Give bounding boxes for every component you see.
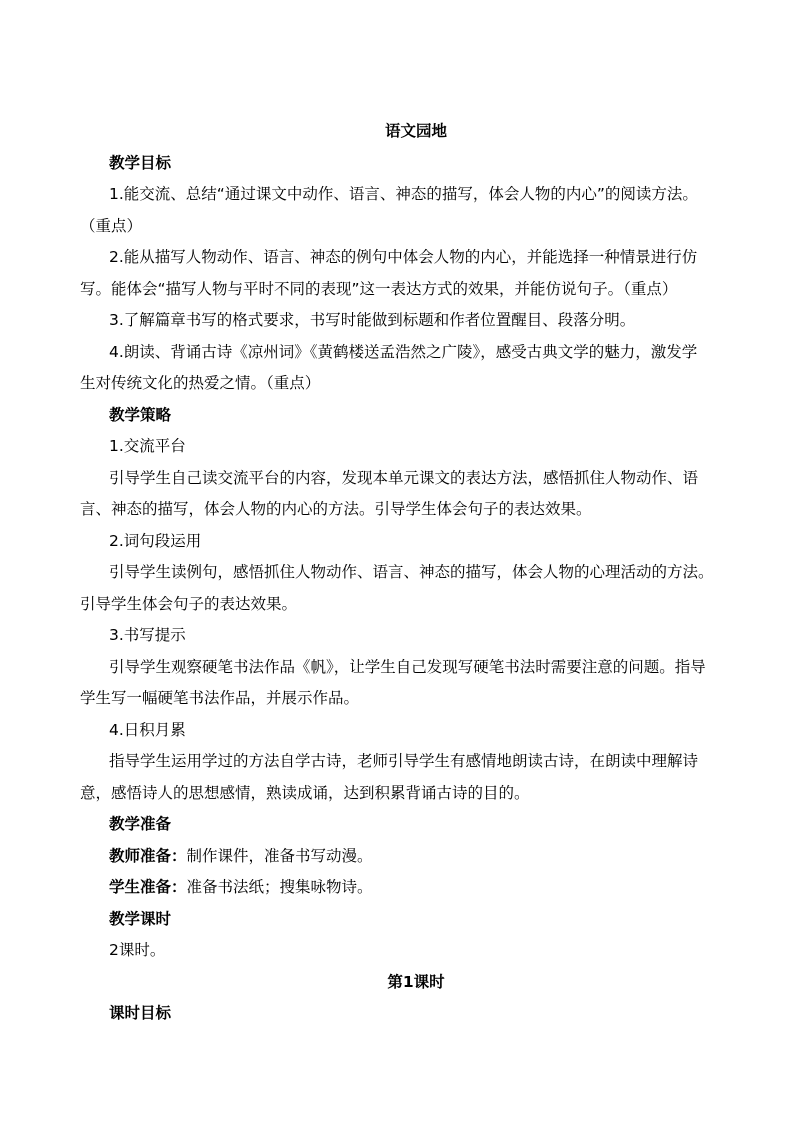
goal-item-3-line-1: 3.了解篇章书写的格式要求，书写时能做到标题和作者位置醒目、段落分明。 [109, 311, 636, 329]
goal-item-1-line-2: （重点） [80, 216, 143, 235]
document-title: 语文园地 [384, 122, 447, 140]
student-preparation-label: 学生准备： [109, 878, 187, 896]
strategy-item-1-title: 1.交流平台 [109, 437, 186, 455]
goal-item-4-line-2: 生对传统文化的热爱之情。（重点） [80, 374, 321, 392]
teacher-preparation-label: 教师准备： [109, 846, 187, 865]
strategy-item-1-line-2: 言、神态的描写，体会人物的内心的方法。引导学生体会句子的表达效果。 [80, 500, 592, 518]
section-heading-goals: 教学目标 [109, 153, 172, 172]
goal-item-2-line-2: 写。能体会“描写人物与平时不同的表现”这一表达方式的效果，并能仿说句子。（重点） [80, 279, 678, 298]
strategy-item-2-title: 2.词句段运用 [109, 531, 202, 550]
teacher-preparation [80, 841, 752, 873]
strategy-item-4-line-1: 指导学生运用学过的方法自学古诗，老师引导学生有感情地朗读古诗，在朗读中理解诗 [109, 752, 699, 770]
goal-item-1-line-1: 1.能交流、总结“通过课文中动作、语言、神态的描写，体会人物的内心”的阅读方法。 [109, 185, 698, 203]
strategy-item-1-line-1: 引导学生自己读交流平台的内容，发现本单元课文的表达方法，感悟抓住人物动作、语 [109, 468, 699, 487]
lesson-1-title: 第1课时 [387, 972, 445, 991]
strategy-item-4-title: 4.日积月累 [109, 720, 186, 739]
strategy-item-2-line-2: 引导学生体会句子的表达效果。 [80, 594, 298, 613]
strategy-item-4-line-2: 意，感悟诗人的思想感情，熟读成诵，达到积累背诵古诗的目的。 [80, 783, 530, 802]
section-heading-strategy: 教学策略 [109, 405, 172, 424]
strategy-item-3-line-1: 引导学生观察硬笔书法作品《帆》，让学生自己发现写硬笔书法时需要注意的问题。指导 [109, 657, 706, 676]
student-preparation [80, 872, 752, 904]
teacher-preparation-text: 制作课件，准备书写动漫。 [186, 846, 373, 865]
student-preparation-text: 准备书法纸；搜集咏物诗。 [186, 878, 373, 896]
hours-text: 2课时。 [109, 941, 166, 959]
section-heading-hours: 教学课时 [109, 909, 172, 928]
document-body [80, 116, 752, 1030]
lesson-1-goal-heading: 课时目标 [109, 1004, 172, 1022]
strategy-item-3-title: 3.书写提示 [109, 626, 186, 644]
strategy-item-3-line-2: 学生写一幅硬笔书法作品，并展示作品。 [80, 689, 360, 707]
goal-item-4-line-1: 4.朗读、背诵古诗《凉州词》《黄鹤楼送孟浩然之广陵》，感受古典文学的魅力，激发学 [109, 342, 698, 361]
strategy-item-2-line-1: 引导学生读例句，感悟抓住人物动作、语言、神态的描写，体会人物的心理活动的方法。 [109, 563, 714, 581]
section-heading-preparation: 教学准备 [109, 815, 172, 833]
goal-item-2-line-1: 2.能从描写人物动作、语言、神态的例句中体会人物的内心，并能选择一种情景进行仿 [109, 248, 698, 266]
